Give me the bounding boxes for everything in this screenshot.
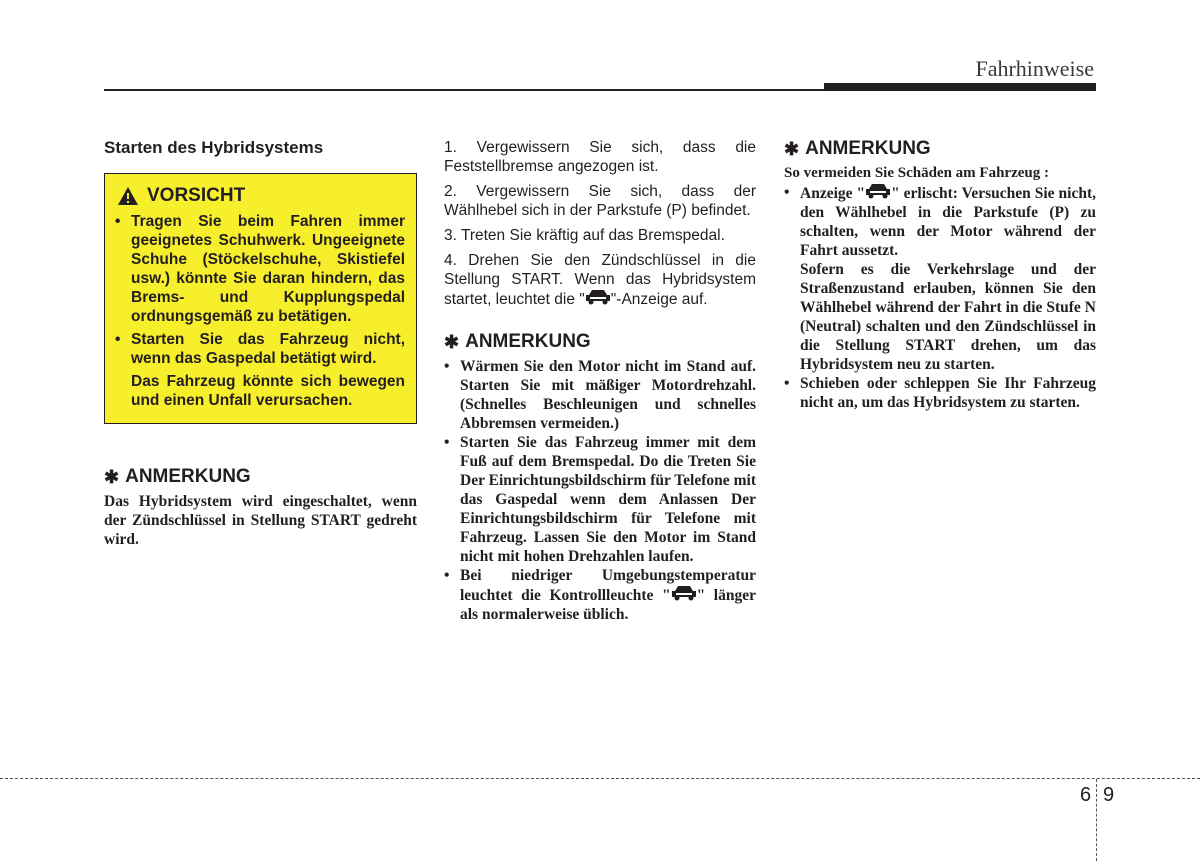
note-header: ✱ ANMERKUNG bbox=[104, 466, 251, 487]
caution-box bbox=[104, 173, 417, 424]
note-item: • Anzeige " " erlischt: Versuchen Sie nicht, den Wählhebel in die Parkstufe (P) zu schalten, wenn der Motor während der Fahrt aussetzt. Sofern es die Verkehrslage und der Straßenzustand erlauben, können Sie den Wählhebel während der Fahrt in die Stufe N (Neutral) schalten und den Zündschlüssel in die Stellung START drehen, um das Hybridsystem neu zu starten. bbox=[784, 184, 1096, 373]
section-title: Starten des Hybridsystems bbox=[104, 138, 324, 157]
note-item: • Bei niedriger Umgebungstemperatur leuchtet die Kontrollleuchte " " länger als normalerweise üblich. bbox=[444, 567, 756, 623]
chapter-number: 6 bbox=[1080, 784, 1092, 806]
column-middle bbox=[444, 138, 756, 624]
asterisk-icon: ✱ bbox=[444, 331, 460, 352]
header-rule-thick bbox=[824, 83, 1096, 91]
footer-rule bbox=[0, 778, 1200, 779]
caution-item: • Tragen Sie beim Fahren immer geeignetes Schuhwerk. Ungeeignete Schuhe (Stöckelschuhe, Skistiefel usw.) könnte Sie daran hindern, das Brems- und Kupplungspedal ordnungsgemäß zu betätigen. bbox=[115, 213, 405, 325]
note-list bbox=[784, 183, 1096, 412]
page-number: 9 bbox=[1103, 784, 1115, 806]
caution-list bbox=[115, 212, 405, 410]
note-header: ✱ ANMERKUNG bbox=[444, 331, 591, 352]
page-header-title: Fahrhinweise bbox=[975, 56, 1094, 81]
step-item: 2. Vergewissern Sie sich, dass der Wählhebel sich in der Parkstufe (P) befindet. bbox=[444, 183, 756, 219]
note-text: Das Hybridsystem wird eingeschaltet, wenn der Zündschlüssel in Stellung START gedreht wird. bbox=[104, 493, 417, 548]
step-item: 3. Treten Sie kräftig auf das Bremspedal. bbox=[444, 227, 725, 244]
note-item: • Starten Sie das Fahrzeug immer mit dem Fuß auf dem Bremspedal. Do die Treten Sie Der Einrichtungsbildschirm für Telefone mit das Gaspedal wenn dem Anlassen Der Einrichtungsbildschirm für Telefone mit Fahrzeug. Lassen Sie den Motor im Stand nicht mit hohen Drehzahlen laufen. bbox=[444, 434, 756, 565]
column-left bbox=[104, 138, 417, 549]
asterisk-icon: ✱ bbox=[104, 466, 120, 487]
header-rule bbox=[104, 89, 824, 91]
note-header: ✱ ANMERKUNG bbox=[784, 138, 931, 159]
car-indicator-icon bbox=[671, 585, 697, 601]
steps-list bbox=[444, 138, 756, 309]
step-item: 1. Vergewissern Sie sich, dass die Feststellbremse angezogen ist. bbox=[444, 139, 756, 175]
note-list bbox=[444, 357, 756, 624]
asterisk-icon: ✱ bbox=[784, 138, 800, 159]
warning-icon bbox=[117, 186, 139, 206]
note-item: • Schieben oder schleppen Sie Ihr Fahrzeug nicht an, um das Hybridsystem zu starten. bbox=[784, 375, 1096, 411]
note-item: • Wärmen Sie den Motor nicht im Stand auf. Starten Sie mit mäßiger Motordrehzahl. (Schnelles Beschleunigen und schnelles Abbremsen vermeiden.) bbox=[444, 358, 756, 432]
caution-header bbox=[117, 185, 405, 207]
caution-title: VORSICHT bbox=[147, 185, 246, 206]
caution-item: • Starten Sie das Fahrzeug nicht, wenn das Gaspedal betätigt wird. Das Fahrzeug könnte sich bewegen und einen Unfall verursachen. bbox=[115, 331, 405, 409]
car-indicator-icon bbox=[865, 183, 891, 199]
car-indicator-icon bbox=[585, 289, 611, 305]
column-right bbox=[784, 138, 1096, 412]
step-item: 4. Drehen Sie den Zündschlüssel in die Stellung START. Wenn das Hybridsystem startet, leuchtet die " "-Anzeige auf. bbox=[444, 252, 756, 308]
note-intro: So vermeiden Sie Schäden am Fahrzeug : bbox=[784, 165, 1049, 181]
footer-divider bbox=[1096, 779, 1097, 861]
